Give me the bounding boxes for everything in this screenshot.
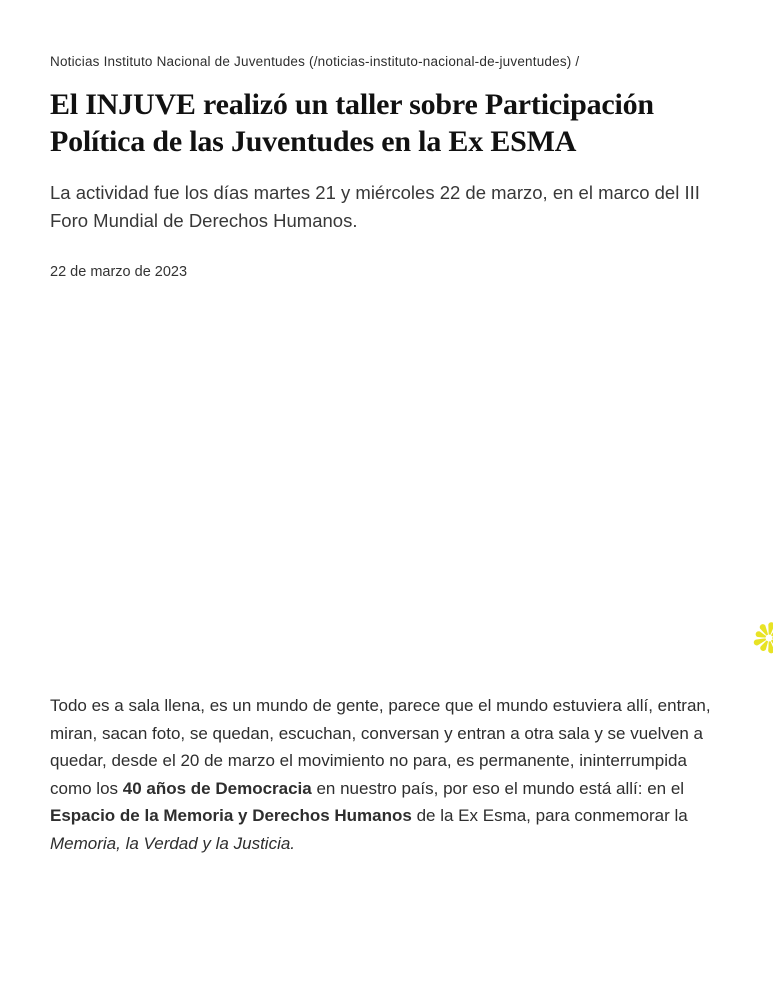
body-segment-italic: Memoria, la Verdad y la Justicia. [50, 833, 296, 853]
body-segment-normal: de la Ex Esma, para conmemorar la [411, 806, 688, 825]
body-segment-bold: Espacio de la Memoria y Derechos Humanos [50, 806, 412, 825]
spinner-petals [753, 622, 773, 654]
article-subtitle: La actividad fue los días martes 21 y miércoles 22 de marzo, en el marco del III Foro Mundial de Derechos Humanos. [50, 182, 700, 231]
article-date: 22 de marzo de 2023 [50, 264, 188, 280]
article-image-placeholder [50, 300, 734, 670]
article-body [50, 692, 728, 857]
spinner-asterisk-icon [753, 622, 773, 654]
body-segment-normal: Todo es a sala llena, es un mundo de gente, parece que el mundo estuviera allí, entran, miran, sacan foto, se quedan, escuchan, conversan y entran a otra sala y se vuelven a quedar, desde el 20 de marzo el movimiento no para, es permanente, ininterrumpida como los [50, 696, 711, 798]
page-title: El INJUVE realizó un taller sobre Participación Política de las Juventudes en la Ex ESMA [50, 88, 654, 158]
body-segment-normal: en nuestro país, por eso el mundo está allí: en el [311, 778, 685, 798]
breadcrumb[interactable]: Noticias Instituto Nacional de Juventudes (/noticias-instituto-nacional-de-juventudes) / [50, 54, 580, 69]
body-segment-bold: 40 años de Democracia [122, 778, 312, 798]
